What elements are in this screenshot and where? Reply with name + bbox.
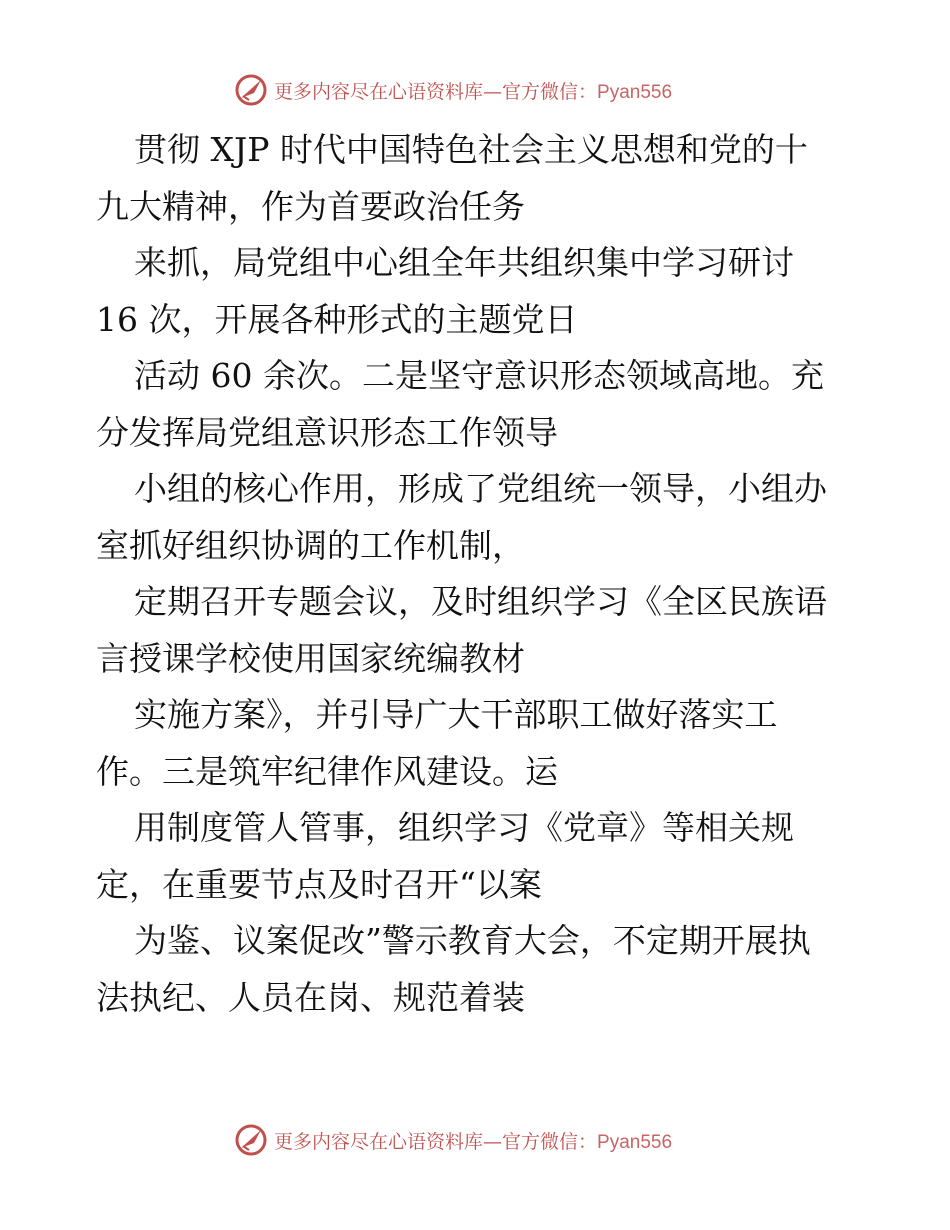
text-line: 室抓好组织协调的工作机制， [96, 525, 525, 565]
text-line: 九大精神，作为首要政治任务 [96, 186, 525, 226]
text-line: 法执纪、人员在岗、规范着装 [96, 977, 525, 1017]
text-line: 为鉴、议案促改”警示教育大会，不定期开展执 [134, 921, 811, 960]
text-line: 用制度管人管事，组织学习《党章》等相关规 [134, 808, 794, 847]
text-line: 小组的核心作用，形成了党组统一领导，小组办 [134, 469, 827, 508]
text-line: 16 次，开展各种形式的主题党日 [96, 299, 578, 339]
text-line: 分发挥局党组意识形态工作领导 [96, 412, 558, 452]
quill-logo-icon [234, 73, 268, 107]
wechat-id: Pyan556 [597, 1131, 673, 1153]
text-line: 言授课学校使用国家统编教材 [96, 638, 525, 678]
wechat-id: Pyan556 [597, 81, 673, 103]
text-line: 定期召开专题会议，及时组织学习《全区民族语 [134, 582, 827, 621]
text-line: 来抓，局党组中心组全年共组织集中学习研讨 [134, 243, 794, 282]
text-line: 作。三是筑牢纪律作风建设。运 [96, 751, 558, 791]
watermark-text: 更多内容尽在心语资料库—官方微信：Pyan556 [274, 1130, 673, 1153]
header-watermark [234, 72, 672, 108]
text-line: 实施方案》，并引导广大干部职工做好落实工 [134, 695, 778, 734]
footer-watermark [234, 1122, 672, 1158]
text-line: 活动 60 余次。二是坚守意识形态领域高地。充 [134, 356, 824, 395]
text-line: 定，在重要节点及时召开“以案 [96, 864, 542, 904]
watermark-text: 更多内容尽在心语资料库—官方微信：Pyan556 [274, 80, 673, 103]
text-line: 贯彻 XJP 时代中国特色社会主义思想和党的十 [134, 130, 808, 169]
document-body [96, 122, 866, 1026]
quill-logo-icon [234, 1123, 268, 1157]
